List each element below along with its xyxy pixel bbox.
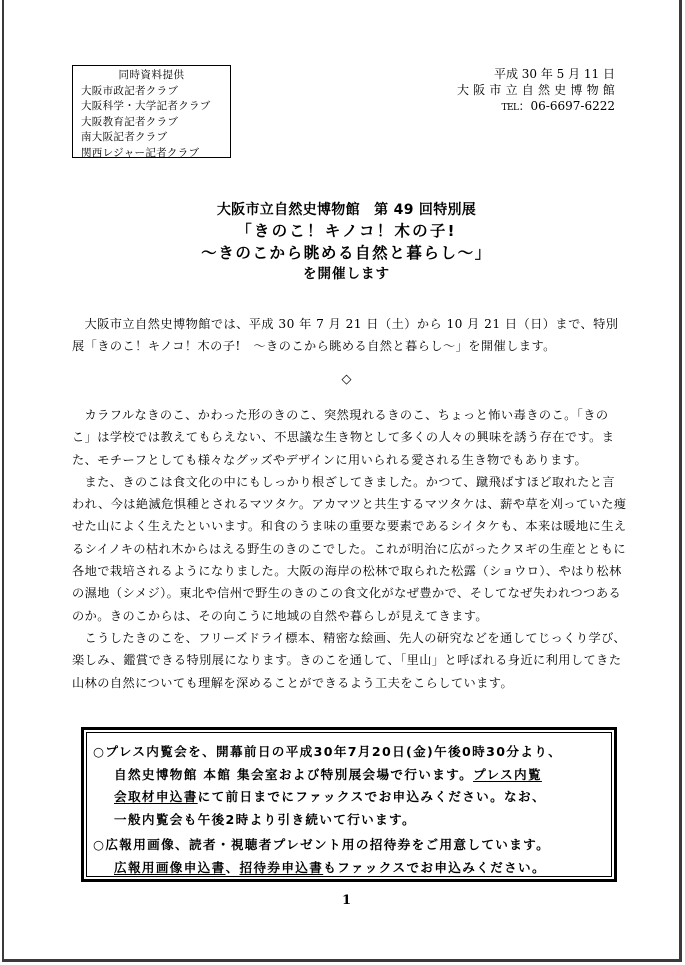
- tel-label: TEL: [501, 103, 519, 113]
- press-notice-box: [81, 727, 617, 882]
- document-page: [2, 0, 682, 962]
- title-line-museum: 大阪市立自然史博物館 第 49 回特別展: [216, 202, 477, 218]
- issuer-organization: 大阪市立自然史博物館: [456, 83, 619, 97]
- press-club-item: 南大阪記者クラブ: [81, 131, 168, 143]
- body-paragraph: また、きのこは食文化の中にもしっかり根ざしてきました。かつて、蹴飛ばすほど取れたと言われ、今は絶滅危惧種とされるマツタケ。アカマツと共生するマツタケは、薪や草を刈っていた痩せた山によく生えたといいます。和食のうま味の重要な要素であるシイタケも、本来は暖地に生えるシイノキの枯れ木からはえる野生のきのこでした。これが明治に広がったクヌギの生産とともに各地で栽培されるようになりました。大阪の海岸の松林で取られた松露（ショウロ）、やはり松林の濕地（シメジ）。東北や信州で野生のきのこの食文化がなぜ豊かで、そしてなぜ失われつつあるのか。きのこからは、その向こうに地域の自然や暮らしが見えてきます。: [72, 474, 627, 623]
- tel-separator: ：: [518, 99, 531, 113]
- notice-text: プレス内覧会を、開幕前日の平成30年7月20日(金)午後0時30分より、: [105, 744, 563, 759]
- notice-text: 広報用画像、読者・視聴者プレゼント用の招待券をご用意しています。: [105, 837, 551, 852]
- press-club-item: 関西レジャー記者クラブ: [81, 146, 200, 159]
- notice-text: にて前日までにファックスでお申込みください。なお、: [197, 789, 546, 804]
- press-notice-content: [86, 732, 612, 877]
- issuer-phone: [457, 98, 615, 116]
- invitation-ticket-form-link[interactable]: 招待券申込書: [239, 859, 324, 875]
- bullet-circle-icon: ○: [93, 744, 106, 759]
- press-distribution-box: [72, 65, 231, 158]
- publicity-image-form-link[interactable]: 広報用画像申込書: [114, 859, 226, 875]
- title-line-subtitle: ～きのこから眺める自然と暮らし～」: [201, 244, 492, 262]
- title-line-exhibition-name: 「きのこ！キノコ！木の子!: [236, 222, 457, 240]
- body-paragraph: カラフルなきのこ、かわった形のきのこ、突然現れるきのこ、ちょっと怖い毒きのこ。「きのこ」は学校では教えてもらえない、不思議な生き物として多くの人々の興味を誘う存在です。また、モチーフとしても様々なグッズやデザインに用いられる愛される生き物でもあります。: [72, 408, 615, 467]
- notice-item-preview: [93, 741, 611, 831]
- tel-number: 06-6697-6222: [530, 99, 615, 113]
- lead-section: [72, 313, 627, 358]
- press-preview-form-link[interactable]: プレス内覧: [473, 766, 542, 782]
- body-paragraph: こうしたきのこを、フリーズドライ標本、精密な絵画、先人の研究などを通してじっくり学び、楽しみ、鑑賞できる特別展になります。きのこを通して、「里山」と呼ばれる身近に利用してきた山林の自然についても理解を深めることができるよう工夫をこらしています。: [72, 630, 626, 690]
- page-number: 1: [341, 893, 352, 908]
- document-title: [4, 200, 685, 284]
- body-section: [72, 404, 627, 694]
- press-club-item: 大阪科学・大学記者クラブ: [81, 100, 211, 112]
- issuer-header: [456, 66, 619, 116]
- diamond-separator-icon: ◇: [341, 372, 352, 387]
- notice-item-images: [93, 834, 611, 879]
- notice-text: もファックスでお申込みください。: [323, 859, 546, 875]
- issue-date: 平成 30 年 5 月 11 日: [493, 67, 615, 81]
- press-preview-form-link[interactable]: 会取材申込書: [114, 789, 198, 804]
- lead-paragraph: 大阪市立自然史博物館では、平成 30 年 7 月 21 日（土）から 10 月 21 日（日）まで、特別展「きのこ！キノコ！木の子! ～きのこから眺める自然と暮らし～」を開催します。: [72, 317, 619, 354]
- notice-separator: 、: [225, 859, 240, 875]
- press-club-item: 大阪教育記者クラブ: [81, 115, 179, 128]
- notice-text: 自然史博物館 本館 集会室および特別展会場で行います。: [114, 766, 474, 782]
- notice-text: 一般内覧会も午後2時より引き続いて行います。: [114, 811, 416, 827]
- press-box-title: 同時資料提供: [118, 69, 185, 81]
- press-club-item: 大阪市政記者クラブ: [81, 84, 179, 97]
- bullet-circle-icon: ○: [93, 837, 106, 852]
- title-line-announcement: を開催します: [303, 266, 390, 282]
